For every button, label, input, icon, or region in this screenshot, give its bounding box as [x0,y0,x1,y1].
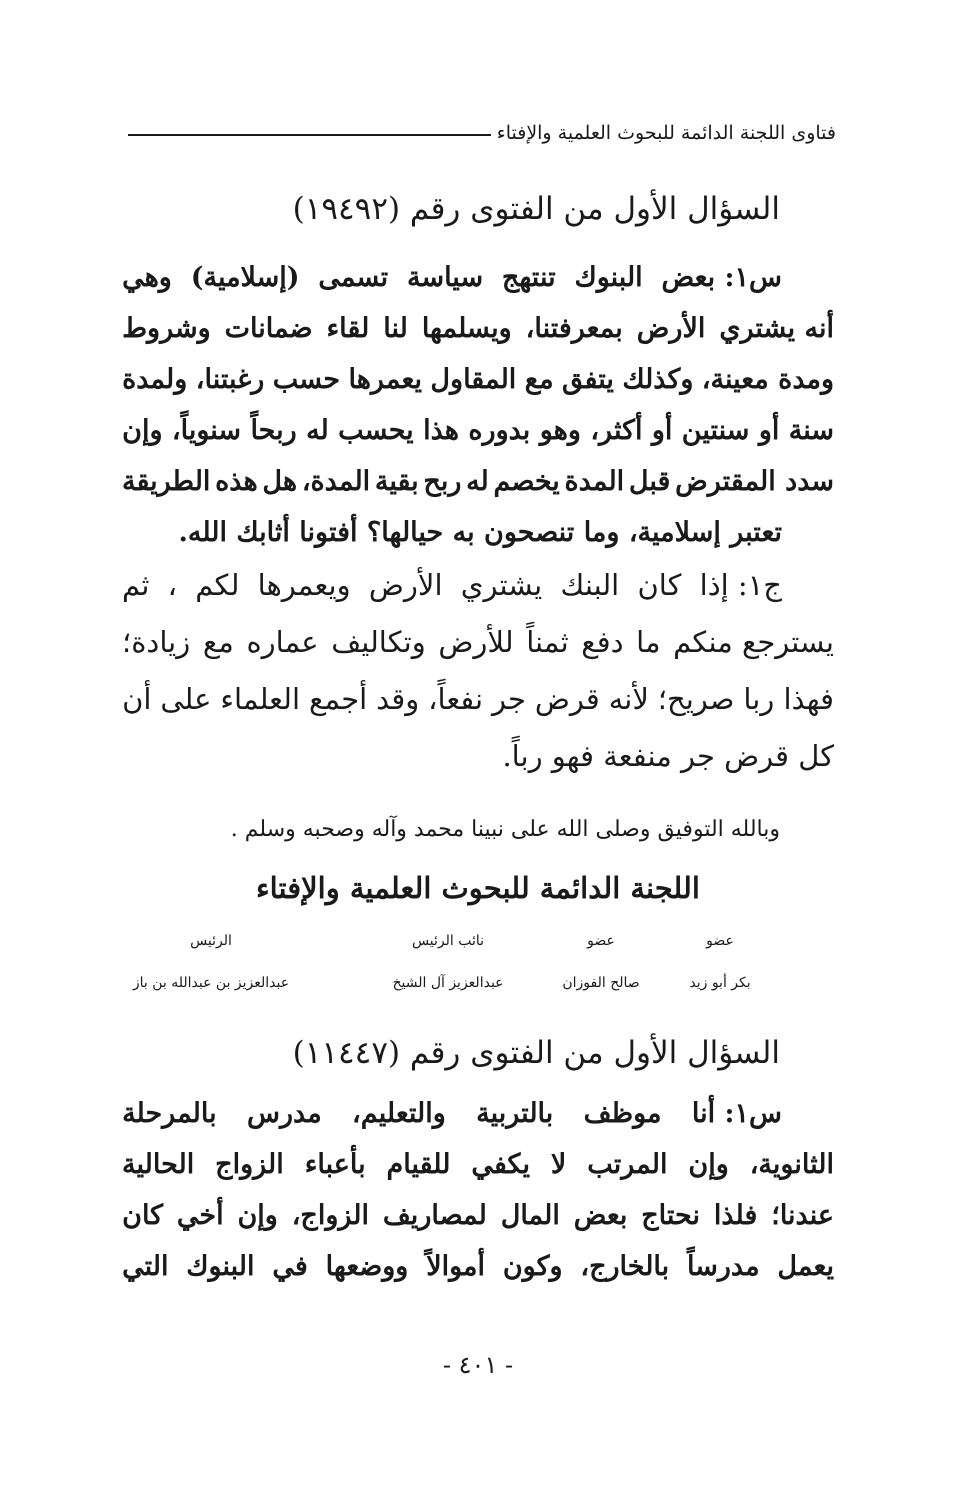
question-line: سنة أو سنتين أو أكثر، وهو بدوره هذا يحسب له ربحاً سنوياً، وإن [122,415,834,446]
running-header [128,118,836,148]
question-line: عندنا؛ فلذا نحتاج بعض المال لمصاريف الزواج، وإن أخي كان [122,1200,834,1231]
question-line: سدد المقترض قبل المدة يخصم له ربح بقية المدة، هل هذه الطريقة [122,466,834,497]
closing-formula: وبالله التوفيق وصلى الله على نبينا محمد وآله وصحبه وسلم . [230,817,780,842]
header-rule [128,134,491,136]
answer-line: يسترجع منكم ما دفع ثمناً للأرض وتكاليف عماره مع زيادة؛ [122,625,834,659]
signatory [106,930,316,994]
question-line: ومدة معينة، وكذلك يتفق مع المقاول يعمرها حسب رغبتنا، ولمدة [122,364,834,395]
committee-name: اللجنة الدائمة للبحوث العلمية والإفتاء [256,871,700,905]
fatwa-2-question [122,1088,834,1292]
page-number: - ٤٠١ - [442,1351,514,1379]
signatory-name: صالح الفوزان [562,975,640,991]
answer-line: فهذا ربا صريح؛ لأنه قرض جر نفعاً، وقد أجمع العلماء على أن [122,682,834,716]
answer-line: كل قرض جر منفعة فهو رباً. [502,739,834,773]
question-line: يعمل مدرساً بالخارج، وكون أموالاً ووضعها في البنوك التي [122,1251,834,1282]
running-title: فتاوى اللجنة الدائمة للبحوث العلمية والإفتاء [496,122,836,144]
question-line: س١: أنا موظف بالتربية والتعليم، مدرس بالمرحلة [122,1098,782,1129]
fatwa-2-title: السؤال الأول من الفتوى رقم (١١٤٤٧) [292,1035,780,1071]
fatwa-1-question [122,252,834,558]
question-line: س١: بعض البنوك تنتهج سياسة تسمى (إسلامية) وهي [122,262,782,293]
signatory [660,930,780,994]
signatory [536,930,666,994]
question-line: الثانوية، وإن المرتب لا يكفي للقيام بأعباء الزواج الحالية [122,1149,834,1180]
signatory-name: عبدالعزيز آل الشيخ [392,975,504,991]
signatory-role: عضو [587,933,615,949]
signatory-role: الرئيس [190,933,232,949]
question-line: تعتبر إسلامية، وما تنصحون به حيالها؟ أفتونا أثابك الله. [178,517,782,548]
signatory-role: عضو [706,933,734,949]
signatory-name: بكر أبو زيد [689,975,751,991]
fatwa-1-title: السؤال الأول من الفتوى رقم (١٩٤٩٢) [292,191,780,227]
answer-line: ج١: إذا كان البنك يشتري الأرض ويعمرها لكم ، ثم [122,568,782,602]
signatory [368,930,528,994]
signatory-name: عبدالعزيز بن عبدالله بن باز [132,975,290,991]
signatory-role: نائب الرئيس [411,933,485,949]
fatwa-1-answer [122,557,834,785]
question-line: أنه يشتري الأرض بمعرفتنا، ويسلمها لنا لقاء ضمانات وشروط [122,313,834,344]
